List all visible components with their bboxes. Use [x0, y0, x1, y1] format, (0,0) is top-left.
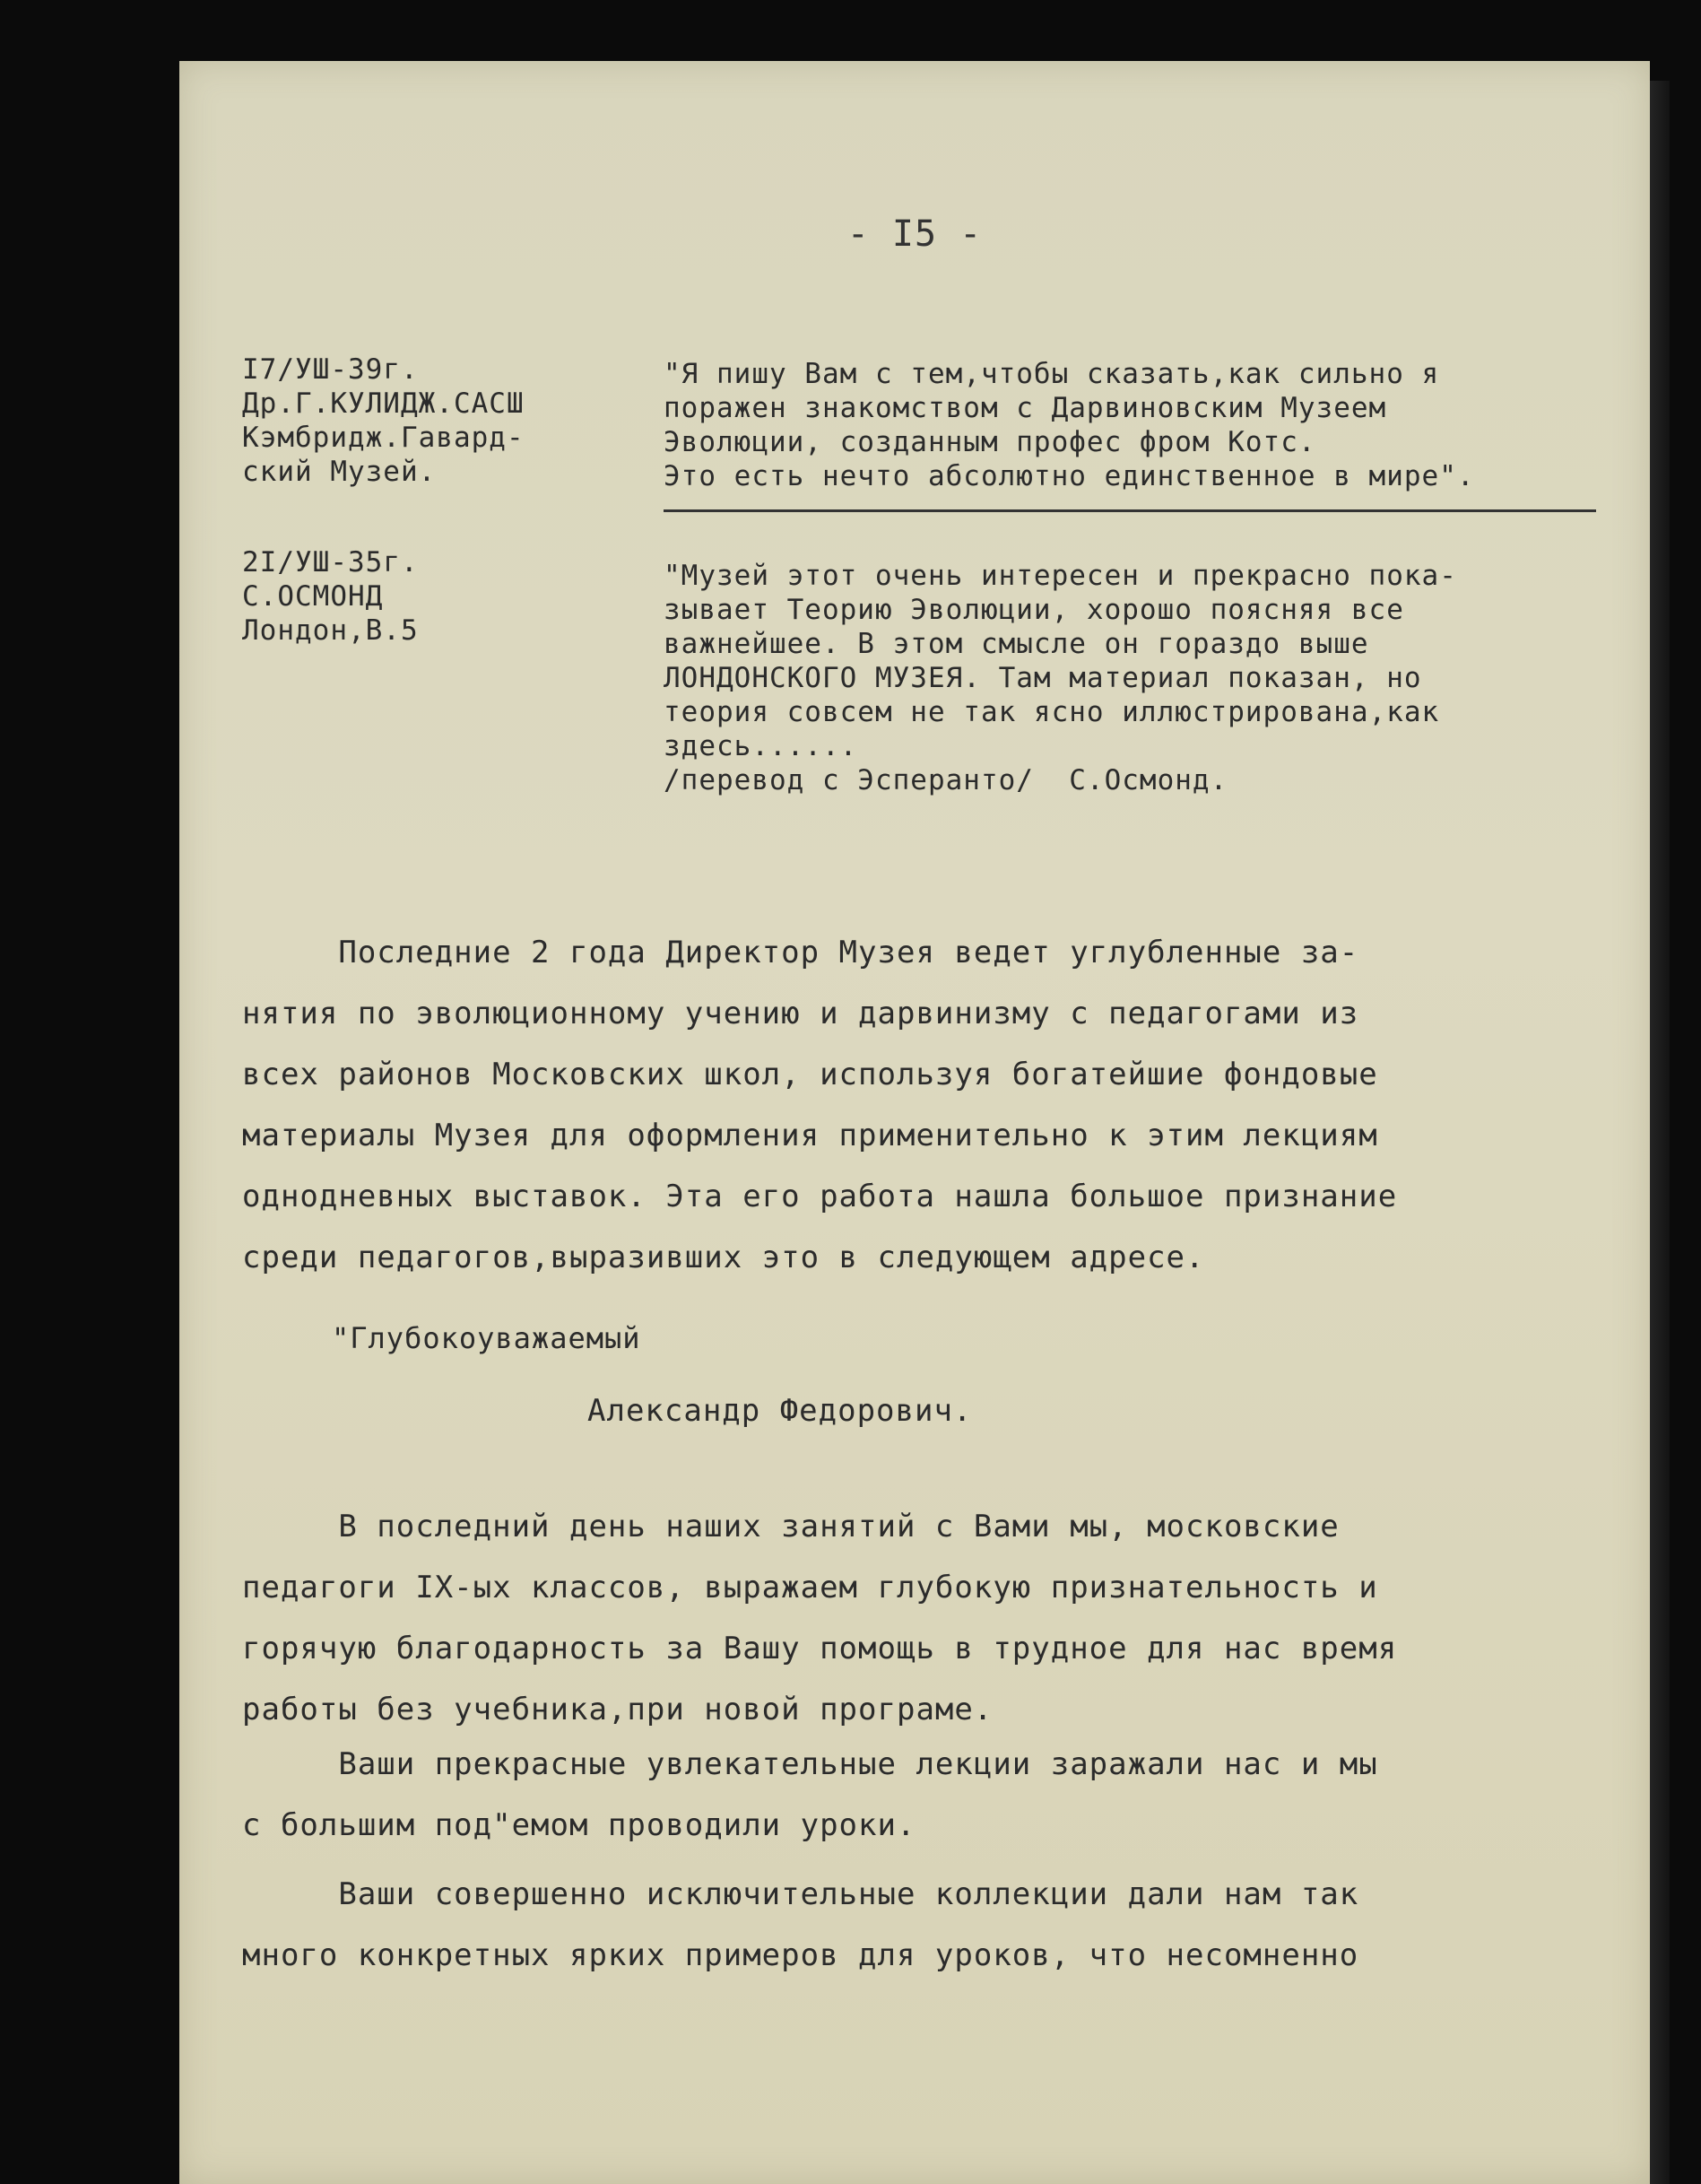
entry-2-attribution [242, 545, 419, 648]
entry-2-date: 2I/УШ-35г. [242, 546, 419, 579]
paragraph-line: нятия по эволюционному учению и дарвинизму с педагогами из [242, 996, 1359, 1031]
entry-1-author: Др.Г.КУЛИДЖ.САСШ [242, 387, 525, 420]
entry-1-place: Кэмбридж.Гавард- [242, 422, 525, 454]
quote-line: теория совсем не так ясно иллюстрирована,как [664, 696, 1440, 728]
paragraph-line: горячую благодарность за Вашу помощь в трудное для нас время [242, 1631, 1398, 1666]
quote-line: "Музей этот очень интересен и прекрасно пока- [664, 560, 1457, 592]
paragraph-line: много конкретных ярких примеров для уроков, что несомненно [242, 1937, 1359, 1973]
entry-1-attribution [242, 352, 525, 489]
paragraph-line: Ваши прекрасные увлекательные лекции заражали нас и мы [242, 1746, 1378, 1782]
entry-1-quote [664, 357, 1475, 493]
paragraph-line: работы без учебника,при новой програме. [242, 1692, 994, 1727]
paragraph-2 [242, 1496, 1397, 1740]
typewritten-page [179, 61, 1650, 2184]
paragraph-4 [242, 1864, 1358, 1986]
entry-2-place: Лондон,В.5 [242, 614, 419, 647]
paragraph-line: Ваши совершенно исключительные коллекции дали нам так [242, 1876, 1359, 1912]
paragraph-1 [242, 922, 1397, 1288]
entry-2-author: С.ОСМОНД [242, 580, 384, 613]
quote-signature: /перевод с Эсперанто/ С.Осмонд. [664, 764, 1228, 796]
entry-2-quote [664, 559, 1457, 797]
letter-addressee: Александр Федорович. [587, 1393, 973, 1429]
paragraph-line: Последние 2 года Директор Музея ведет углубленные за- [242, 935, 1359, 970]
paragraph-line: с большим под"емом проводили уроки. [242, 1807, 916, 1843]
quote-line: важнейшее. В этом смысле он гораздо выше [664, 628, 1369, 660]
paragraph-line: В последний день наших занятий с Вами мы, московские [242, 1509, 1340, 1544]
quote-line: Это есть нечто абсолютно единственное в мире". [664, 460, 1475, 492]
paragraph-line: среди педагогов,выразивших это в следующем адресе. [242, 1240, 1205, 1275]
quote-line: зывает Теорию Эволюции, хорошо поясняя все [664, 594, 1404, 626]
paragraph-line: материалы Музея для оформления применительно к этим лекциям [242, 1118, 1378, 1153]
quote-line: ЛОНДОНСКОГО МУЗЕЯ. Там материал показан, но [664, 662, 1422, 694]
quote-line: здесь...... [664, 730, 858, 762]
handwritten-underline [664, 509, 1596, 512]
paragraph-line: всех районов Московских школ, используя богатейшие фондовые [242, 1057, 1378, 1092]
paragraph-line: педагоги IX-ых классов, выражаем глубокую признательность и [242, 1570, 1378, 1605]
entry-1-date: I7/УШ-39г. [242, 353, 419, 386]
quote-line: поражен знакомством с Дарвиновским Музеем [664, 392, 1387, 424]
paragraph-3 [242, 1734, 1378, 1856]
quote-line: Эволюции, созданным профес фром Котс. [664, 426, 1316, 458]
quote-line: "Я пишу Вам с тем,чтобы сказать,как сильно я [664, 358, 1440, 390]
entry-1-institution: ский Музей. [242, 456, 437, 488]
page-number: - I5 - [846, 213, 983, 255]
paragraph-line: однодневных выставок. Эта его работа нашла большое признание [242, 1179, 1398, 1214]
letter-salutation: "Глубокоуважаемый [332, 1321, 641, 1355]
